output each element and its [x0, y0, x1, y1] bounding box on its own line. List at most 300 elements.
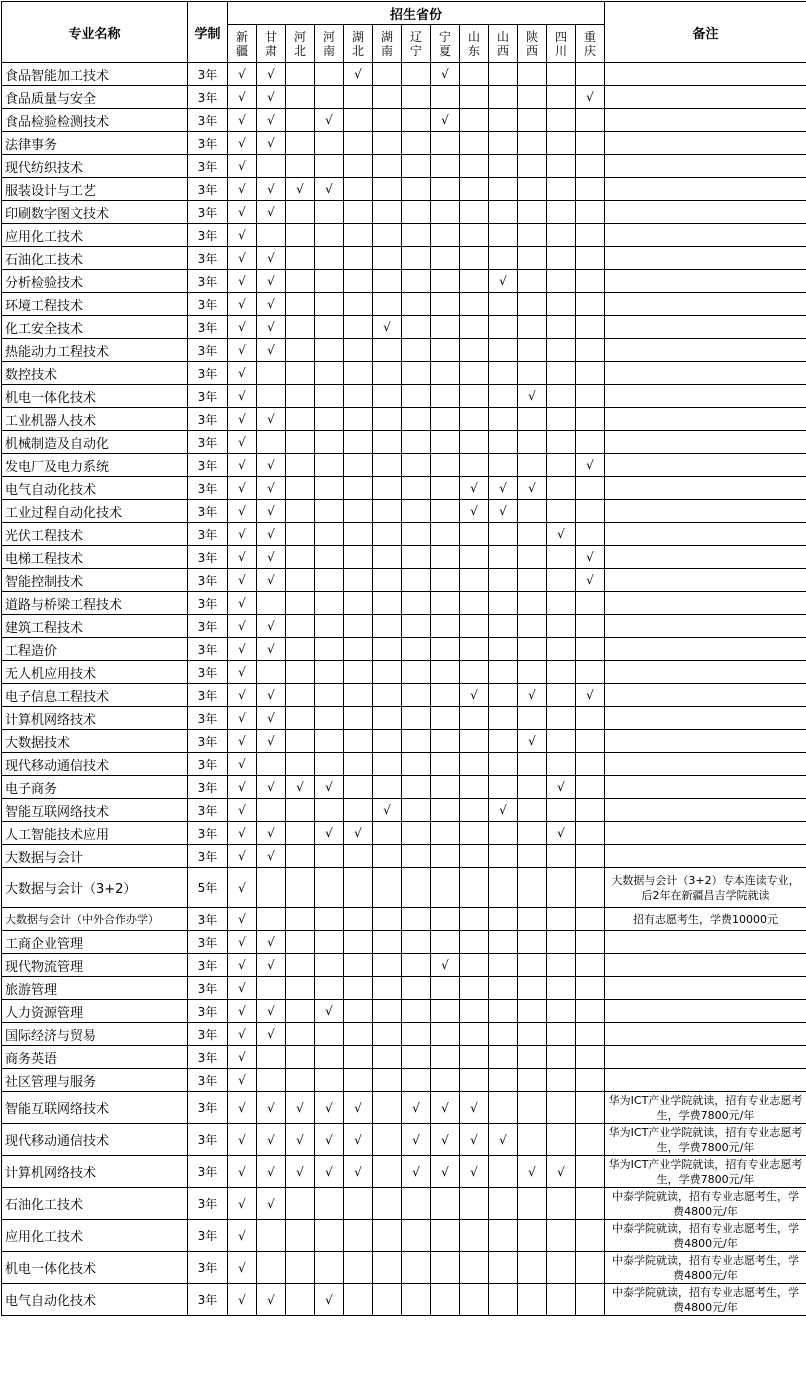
empty-cell [431, 822, 460, 845]
empty-cell [460, 109, 489, 132]
empty-cell [257, 1069, 286, 1092]
empty-cell [315, 707, 344, 730]
province-char: 宁 [410, 44, 422, 58]
empty-cell [576, 63, 605, 86]
empty-cell [431, 500, 460, 523]
empty-cell [518, 1220, 547, 1252]
table-row [2, 845, 806, 868]
province-char: 新 [236, 30, 248, 44]
duration: 3年 [188, 178, 228, 201]
empty-cell [547, 1092, 576, 1124]
check-mark: √ [257, 86, 286, 109]
remark [605, 523, 806, 546]
check-mark: √ [228, 270, 257, 293]
empty-cell [518, 1023, 547, 1046]
empty-cell [344, 615, 373, 638]
remark [605, 385, 806, 408]
check-mark: √ [228, 615, 257, 638]
empty-cell [286, 868, 315, 908]
empty-cell [315, 1220, 344, 1252]
check-mark: √ [576, 569, 605, 592]
empty-cell [373, 868, 402, 908]
empty-cell [547, 931, 576, 954]
table-row [2, 316, 806, 339]
province-char: 陕 [526, 30, 538, 44]
table-row [2, 408, 806, 431]
major-name: 机电一体化技术 [2, 385, 188, 408]
duration: 3年 [188, 454, 228, 477]
check-mark: √ [257, 845, 286, 868]
table-body [2, 63, 806, 1316]
table-row [2, 684, 806, 707]
empty-cell [315, 638, 344, 661]
empty-cell [402, 362, 431, 385]
empty-cell [431, 753, 460, 776]
empty-cell [373, 109, 402, 132]
empty-cell [460, 408, 489, 431]
province-char: 四 [555, 30, 567, 44]
empty-cell [402, 615, 431, 638]
duration: 3年 [188, 1124, 228, 1156]
empty-cell [518, 908, 547, 931]
check-mark: √ [228, 730, 257, 753]
table-row [2, 546, 806, 569]
empty-cell [576, 730, 605, 753]
empty-cell [431, 707, 460, 730]
remark [605, 684, 806, 707]
empty-cell [576, 954, 605, 977]
table-row [2, 523, 806, 546]
table-row [2, 592, 806, 615]
check-mark: √ [257, 500, 286, 523]
header-province [460, 25, 489, 63]
empty-cell [344, 477, 373, 500]
empty-cell [489, 908, 518, 931]
empty-cell [286, 753, 315, 776]
empty-cell [373, 362, 402, 385]
empty-cell [402, 477, 431, 500]
empty-cell [576, 977, 605, 1000]
empty-cell [286, 63, 315, 86]
empty-cell [373, 477, 402, 500]
empty-cell [460, 155, 489, 178]
empty-cell [489, 546, 518, 569]
empty-cell [431, 316, 460, 339]
empty-cell [518, 1124, 547, 1156]
empty-cell [576, 1188, 605, 1220]
check-mark: √ [257, 569, 286, 592]
empty-cell [547, 109, 576, 132]
empty-cell [402, 1188, 431, 1220]
empty-cell [373, 1000, 402, 1023]
empty-cell [460, 931, 489, 954]
empty-cell [286, 224, 315, 247]
empty-cell [373, 753, 402, 776]
check-mark: √ [257, 132, 286, 155]
empty-cell [460, 908, 489, 931]
empty-cell [257, 661, 286, 684]
duration: 3年 [188, 109, 228, 132]
check-mark: √ [431, 1156, 460, 1188]
remark [605, 408, 806, 431]
empty-cell [489, 1156, 518, 1188]
check-mark: √ [257, 1092, 286, 1124]
empty-cell [286, 1069, 315, 1092]
empty-cell [489, 707, 518, 730]
empty-cell [315, 431, 344, 454]
check-mark: √ [228, 684, 257, 707]
empty-cell [402, 523, 431, 546]
major-name: 机电一体化技术 [2, 1252, 188, 1284]
empty-cell [373, 908, 402, 931]
empty-cell [315, 684, 344, 707]
header-province [257, 25, 286, 63]
table-row [2, 1124, 806, 1156]
empty-cell [402, 661, 431, 684]
duration: 3年 [188, 1023, 228, 1046]
empty-cell [431, 684, 460, 707]
major-name: 电气自动化技术 [2, 1284, 188, 1316]
check-mark: √ [257, 454, 286, 477]
major-name: 无人机应用技术 [2, 661, 188, 684]
check-mark: √ [228, 1046, 257, 1069]
major-name: 工程造价 [2, 638, 188, 661]
empty-cell [547, 977, 576, 1000]
empty-cell [344, 868, 373, 908]
empty-cell [315, 293, 344, 316]
empty-cell [286, 684, 315, 707]
major-name: 大数据与会计（中外合作办学） [2, 908, 188, 931]
empty-cell [344, 1252, 373, 1284]
header-province [547, 25, 576, 63]
empty-cell [518, 954, 547, 977]
province-char: 河 [294, 30, 306, 44]
empty-cell [286, 1023, 315, 1046]
major-name: 计算机网络技术 [2, 707, 188, 730]
table-row [2, 1220, 806, 1252]
table-row [2, 155, 806, 178]
empty-cell [547, 270, 576, 293]
empty-cell [547, 661, 576, 684]
empty-cell [402, 845, 431, 868]
empty-cell [489, 638, 518, 661]
check-mark: √ [315, 109, 344, 132]
remark: 大数据与会计（3+2）专本连读专业，后2年在新疆昌吉学院就读 [605, 868, 806, 908]
check-mark: √ [228, 1092, 257, 1124]
major-name: 商务英语 [2, 1046, 188, 1069]
check-mark: √ [344, 1092, 373, 1124]
empty-cell [373, 293, 402, 316]
empty-cell [460, 1220, 489, 1252]
empty-cell [402, 868, 431, 908]
major-name: 食品检验检测技术 [2, 109, 188, 132]
province-char: 北 [294, 44, 306, 58]
check-mark: √ [257, 1124, 286, 1156]
empty-cell [547, 799, 576, 822]
check-mark: √ [228, 362, 257, 385]
empty-cell [286, 661, 315, 684]
empty-cell [257, 592, 286, 615]
table-row [2, 1188, 806, 1220]
empty-cell [518, 247, 547, 270]
empty-cell [518, 454, 547, 477]
empty-cell [286, 1046, 315, 1069]
empty-cell [431, 638, 460, 661]
remark [605, 822, 806, 845]
check-mark: √ [315, 1284, 344, 1316]
check-mark: √ [431, 1124, 460, 1156]
empty-cell [576, 178, 605, 201]
empty-cell [373, 1046, 402, 1069]
check-mark: √ [228, 408, 257, 431]
check-mark: √ [518, 684, 547, 707]
check-mark: √ [257, 316, 286, 339]
empty-cell [518, 500, 547, 523]
empty-cell [315, 730, 344, 753]
empty-cell [547, 408, 576, 431]
duration: 3年 [188, 1220, 228, 1252]
empty-cell [286, 523, 315, 546]
empty-cell [576, 1092, 605, 1124]
empty-cell [518, 1000, 547, 1023]
major-name: 机械制造及自动化 [2, 431, 188, 454]
duration: 3年 [188, 730, 228, 753]
empty-cell [576, 201, 605, 224]
empty-cell [489, 316, 518, 339]
empty-cell [518, 224, 547, 247]
remark: 招有志愿考生，学费10000元 [605, 908, 806, 931]
empty-cell [547, 454, 576, 477]
empty-cell [315, 661, 344, 684]
check-mark: √ [257, 1188, 286, 1220]
empty-cell [489, 1023, 518, 1046]
empty-cell [373, 1124, 402, 1156]
empty-cell [373, 339, 402, 362]
empty-cell [431, 132, 460, 155]
empty-cell [489, 730, 518, 753]
table-row [2, 477, 806, 500]
check-mark: √ [228, 247, 257, 270]
empty-cell [373, 546, 402, 569]
empty-cell [373, 1092, 402, 1124]
empty-cell [257, 155, 286, 178]
province-char: 庆 [584, 44, 596, 58]
empty-cell [402, 569, 431, 592]
empty-cell [576, 270, 605, 293]
check-mark: √ [460, 500, 489, 523]
empty-cell [315, 1046, 344, 1069]
empty-cell [402, 1046, 431, 1069]
empty-cell [286, 339, 315, 362]
empty-cell [518, 661, 547, 684]
empty-cell [402, 707, 431, 730]
duration: 3年 [188, 908, 228, 931]
empty-cell [257, 1046, 286, 1069]
empty-cell [576, 339, 605, 362]
empty-cell [344, 707, 373, 730]
check-mark: √ [518, 385, 547, 408]
empty-cell [344, 1023, 373, 1046]
empty-cell [373, 707, 402, 730]
empty-cell [431, 1069, 460, 1092]
remark [605, 954, 806, 977]
empty-cell [257, 362, 286, 385]
check-mark: √ [402, 1156, 431, 1188]
check-mark: √ [257, 776, 286, 799]
empty-cell [460, 1188, 489, 1220]
empty-cell [373, 1069, 402, 1092]
empty-cell [431, 201, 460, 224]
empty-cell [431, 362, 460, 385]
empty-cell [460, 1000, 489, 1023]
empty-cell [576, 1023, 605, 1046]
empty-cell [315, 569, 344, 592]
empty-cell [518, 977, 547, 1000]
empty-cell [402, 931, 431, 954]
empty-cell [460, 1284, 489, 1316]
empty-cell [344, 224, 373, 247]
duration: 3年 [188, 845, 228, 868]
empty-cell [460, 776, 489, 799]
empty-cell [315, 201, 344, 224]
empty-cell [431, 868, 460, 908]
empty-cell [489, 63, 518, 86]
table-row [2, 293, 806, 316]
empty-cell [518, 799, 547, 822]
empty-cell [576, 822, 605, 845]
empty-cell [344, 954, 373, 977]
major-name: 电子信息工程技术 [2, 684, 188, 707]
header-province [373, 25, 402, 63]
major-name: 食品质量与安全 [2, 86, 188, 109]
table-row [2, 908, 806, 931]
table-row [2, 270, 806, 293]
empty-cell [489, 132, 518, 155]
empty-cell [373, 408, 402, 431]
major-name: 人力资源管理 [2, 1000, 188, 1023]
empty-cell [518, 931, 547, 954]
empty-cell [489, 247, 518, 270]
empty-cell [547, 1124, 576, 1156]
check-mark: √ [286, 1124, 315, 1156]
check-mark: √ [228, 546, 257, 569]
empty-cell [286, 247, 315, 270]
empty-cell [402, 776, 431, 799]
check-mark: √ [489, 799, 518, 822]
check-mark: √ [228, 1220, 257, 1252]
empty-cell [257, 868, 286, 908]
check-mark: √ [257, 931, 286, 954]
header-province [228, 25, 257, 63]
empty-cell [518, 569, 547, 592]
table-row [2, 224, 806, 247]
empty-cell [402, 500, 431, 523]
empty-cell [547, 908, 576, 931]
empty-cell [431, 799, 460, 822]
empty-cell [315, 339, 344, 362]
empty-cell [344, 1046, 373, 1069]
duration: 3年 [188, 799, 228, 822]
empty-cell [547, 684, 576, 707]
empty-cell [518, 523, 547, 546]
empty-cell [344, 638, 373, 661]
empty-cell [547, 730, 576, 753]
empty-cell [315, 316, 344, 339]
empty-cell [402, 1000, 431, 1023]
check-mark: √ [228, 178, 257, 201]
empty-cell [402, 1220, 431, 1252]
empty-cell [547, 954, 576, 977]
empty-cell [489, 684, 518, 707]
empty-cell [460, 316, 489, 339]
empty-cell [344, 546, 373, 569]
check-mark: √ [518, 477, 547, 500]
empty-cell [547, 753, 576, 776]
check-mark: √ [228, 661, 257, 684]
check-mark: √ [228, 822, 257, 845]
check-mark: √ [257, 1000, 286, 1023]
empty-cell [489, 86, 518, 109]
major-name: 大数据技术 [2, 730, 188, 753]
remark [605, 500, 806, 523]
empty-cell [431, 339, 460, 362]
remark: 华为ICT产业学院就读，招有专业志愿考生，学费7800元/年 [605, 1124, 806, 1156]
table-row [2, 1156, 806, 1188]
check-mark: √ [257, 615, 286, 638]
empty-cell [460, 546, 489, 569]
check-mark: √ [431, 1092, 460, 1124]
empty-cell [373, 1188, 402, 1220]
empty-cell [286, 132, 315, 155]
duration: 3年 [188, 132, 228, 155]
table-row [2, 178, 806, 201]
empty-cell [344, 931, 373, 954]
empty-cell [286, 707, 315, 730]
empty-cell [576, 845, 605, 868]
remark: 中泰学院就读，招有专业志愿考生，学费4800元/年 [605, 1220, 806, 1252]
empty-cell [431, 977, 460, 1000]
major-name: 大数据与会计（3+2） [2, 868, 188, 908]
empty-cell [431, 546, 460, 569]
empty-cell [373, 1156, 402, 1188]
empty-cell [344, 753, 373, 776]
check-mark: √ [257, 201, 286, 224]
table-row [2, 431, 806, 454]
empty-cell [576, 1252, 605, 1284]
empty-cell [489, 385, 518, 408]
empty-cell [431, 1220, 460, 1252]
empty-cell [518, 1188, 547, 1220]
remark [605, 730, 806, 753]
table-row [2, 201, 806, 224]
major-name: 智能互联网络技术 [2, 1092, 188, 1124]
empty-cell [518, 845, 547, 868]
remark [605, 247, 806, 270]
empty-cell [315, 362, 344, 385]
empty-cell [373, 523, 402, 546]
check-mark: √ [257, 1023, 286, 1046]
empty-cell [315, 385, 344, 408]
table-row [2, 661, 806, 684]
empty-cell [315, 224, 344, 247]
table-row [2, 1046, 806, 1069]
empty-cell [315, 753, 344, 776]
major-name: 国际经济与贸易 [2, 1023, 188, 1046]
empty-cell [460, 178, 489, 201]
empty-cell [431, 931, 460, 954]
remark [605, 753, 806, 776]
major-name: 应用化工技术 [2, 224, 188, 247]
